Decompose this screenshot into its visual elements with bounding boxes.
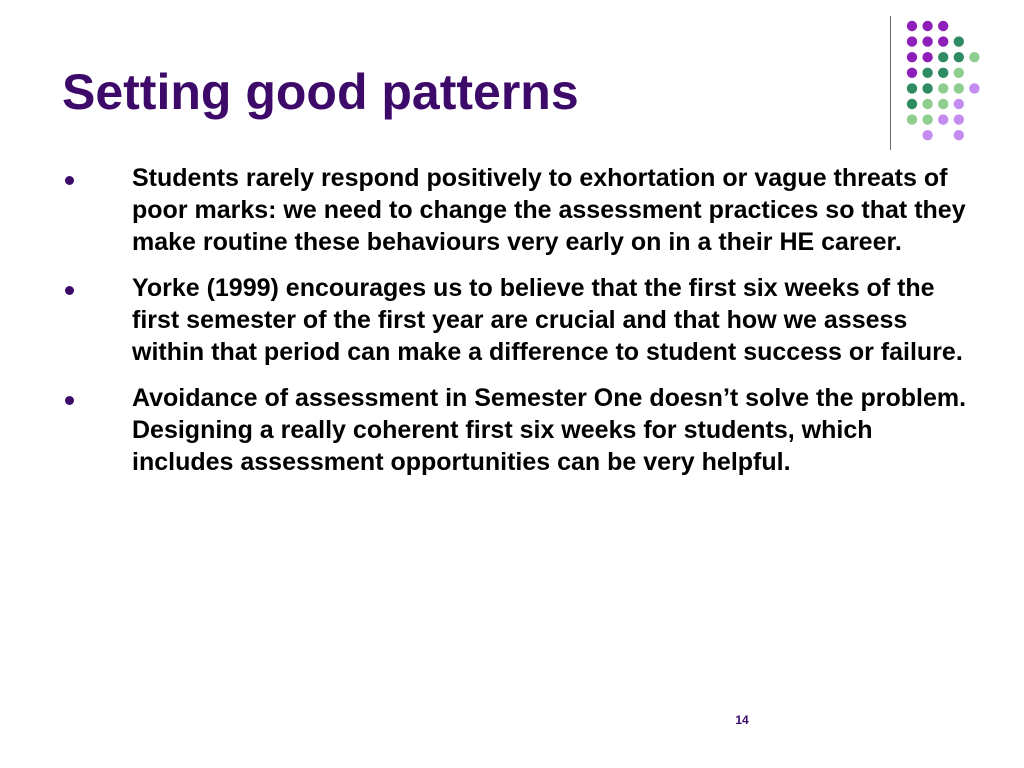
- bullet-text: Avoidance of assessment in Semester One doesn’t solve the problem. Designing a really coherent first six weeks for students, which includes assessment opportunities can be very helpful.: [132, 384, 967, 476]
- decorative-dot: [938, 21, 948, 31]
- decorative-dot: [922, 68, 932, 78]
- decorative-dot: [954, 130, 964, 140]
- decorative-dot: [907, 114, 917, 124]
- decorative-dot: [938, 36, 948, 46]
- bullet-item-3: [60, 382, 970, 478]
- decorative-dot: [907, 21, 917, 31]
- decorative-dot: [907, 52, 917, 62]
- decorative-dot: [938, 68, 948, 78]
- title-divider-line: [890, 16, 891, 150]
- decorative-dot: [954, 83, 964, 93]
- decorative-dot: [922, 130, 932, 140]
- decorative-dot: [938, 52, 948, 62]
- decorative-dot: [907, 83, 917, 93]
- bullet-item-2: [60, 272, 970, 368]
- decorative-dot: [922, 52, 932, 62]
- decorative-dot: [922, 83, 932, 93]
- bullet-marker-icon: [65, 286, 74, 295]
- slide-title: Setting good patterns: [62, 64, 579, 120]
- decorative-dot: [954, 68, 964, 78]
- decorative-dot: [954, 52, 964, 62]
- decorative-dot: [907, 68, 917, 78]
- bullet-marker-icon: [65, 176, 74, 185]
- decorative-dot: [922, 114, 932, 124]
- page-number: 14: [735, 713, 749, 727]
- decorative-dot: [938, 114, 948, 124]
- decorative-dot: [954, 36, 964, 46]
- decorative-dot: [954, 99, 964, 109]
- decorative-dot: [922, 21, 932, 31]
- decorative-dot: [907, 99, 917, 109]
- bullet-text: Yorke (1999) encourages us to believe that the first six weeks of the first semester of the first year are crucial and that how we assess within that period can make a difference to student success or failure.: [132, 274, 963, 366]
- decorative-dot: [938, 99, 948, 109]
- decorative-dot: [922, 36, 932, 46]
- bullet-list: [60, 162, 970, 492]
- bullet-item-1: [60, 162, 970, 258]
- bullet-marker-icon: [65, 396, 74, 405]
- bullet-text: Students rarely respond positively to exhortation or vague threats of poor marks: we need to change the assessment practices so that they make routine these behaviours very early on in a their HE career.: [132, 164, 966, 256]
- decorative-dot: [938, 83, 948, 93]
- decorative-dot: [969, 52, 979, 62]
- decorative-dot: [907, 36, 917, 46]
- decorative-dot: [922, 99, 932, 109]
- decorative-dot: [954, 114, 964, 124]
- decorative-dot: [969, 83, 979, 93]
